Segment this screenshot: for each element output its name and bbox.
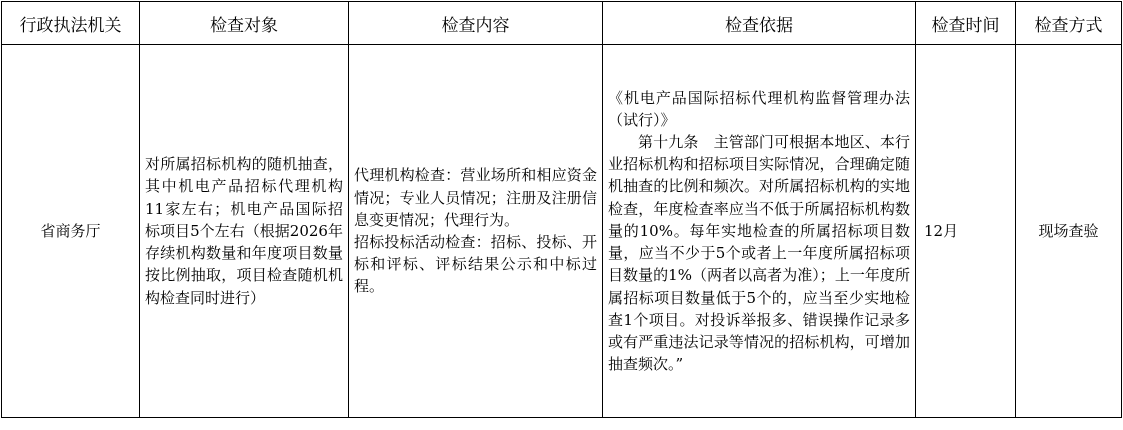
header-time: 检查时间 (916, 2, 1016, 45)
header-row (2, 2, 1122, 45)
header-content: 检查内容 (349, 2, 603, 45)
inspection-table (1, 1, 1122, 418)
basis-title: 《机电产品国际招标代理机构监督管理办法（试行）》 (608, 88, 910, 129)
header-agency: 行政执法机关 (2, 2, 140, 45)
cell-content (349, 45, 603, 418)
content-agency-check: 代理机构检查：营业场所和相应资金情况；专业人员情况；注册及注册信息变更情况；代理行为。 (354, 166, 597, 229)
object-text: 对所属招标机构的随机抽查，其中机电产品招标代理机构11家左右；机电产品国际招标项目5个左右（根据2026年存续机构数量和年度项目数量按比例抽取，项目检查随机机构检查同时进行） (145, 155, 343, 307)
cell-agency: 省商务厅 (2, 45, 140, 418)
header-method: 检查方式 (1016, 2, 1122, 45)
cell-object (140, 45, 349, 418)
cell-basis (603, 45, 916, 418)
header-object: 检查对象 (140, 2, 349, 45)
table-row (2, 45, 1122, 418)
cell-time: 12月 (916, 45, 1016, 418)
header-basis: 检查依据 (603, 2, 916, 45)
cell-method: 现场查验 (1016, 45, 1122, 418)
content-bidding-check: 招标投标活动检查：招标、投标、开标和评标、评标结果公示和中标过程。 (354, 233, 597, 296)
basis-body: 第十九条 主管部门可根据本地区、本行业招标机构和招标项目实际情况，合理确定随机抽查的比例和频次。对所属招标机构的实地检查，年度检查率应当不低于所属招标机构数量的10%。每年实地检查的所属招标项目数量，应当不少于5个或者上一年度所属招标项目数量的1%（两者以高者为准）；上一年度所属招标项目数量低于5个的，应当至少实地检查1个项目。对投诉举报多、错误操作记录多或有严重违法记录等情况的招标机构，可增加抽查频次。” (608, 133, 910, 374)
